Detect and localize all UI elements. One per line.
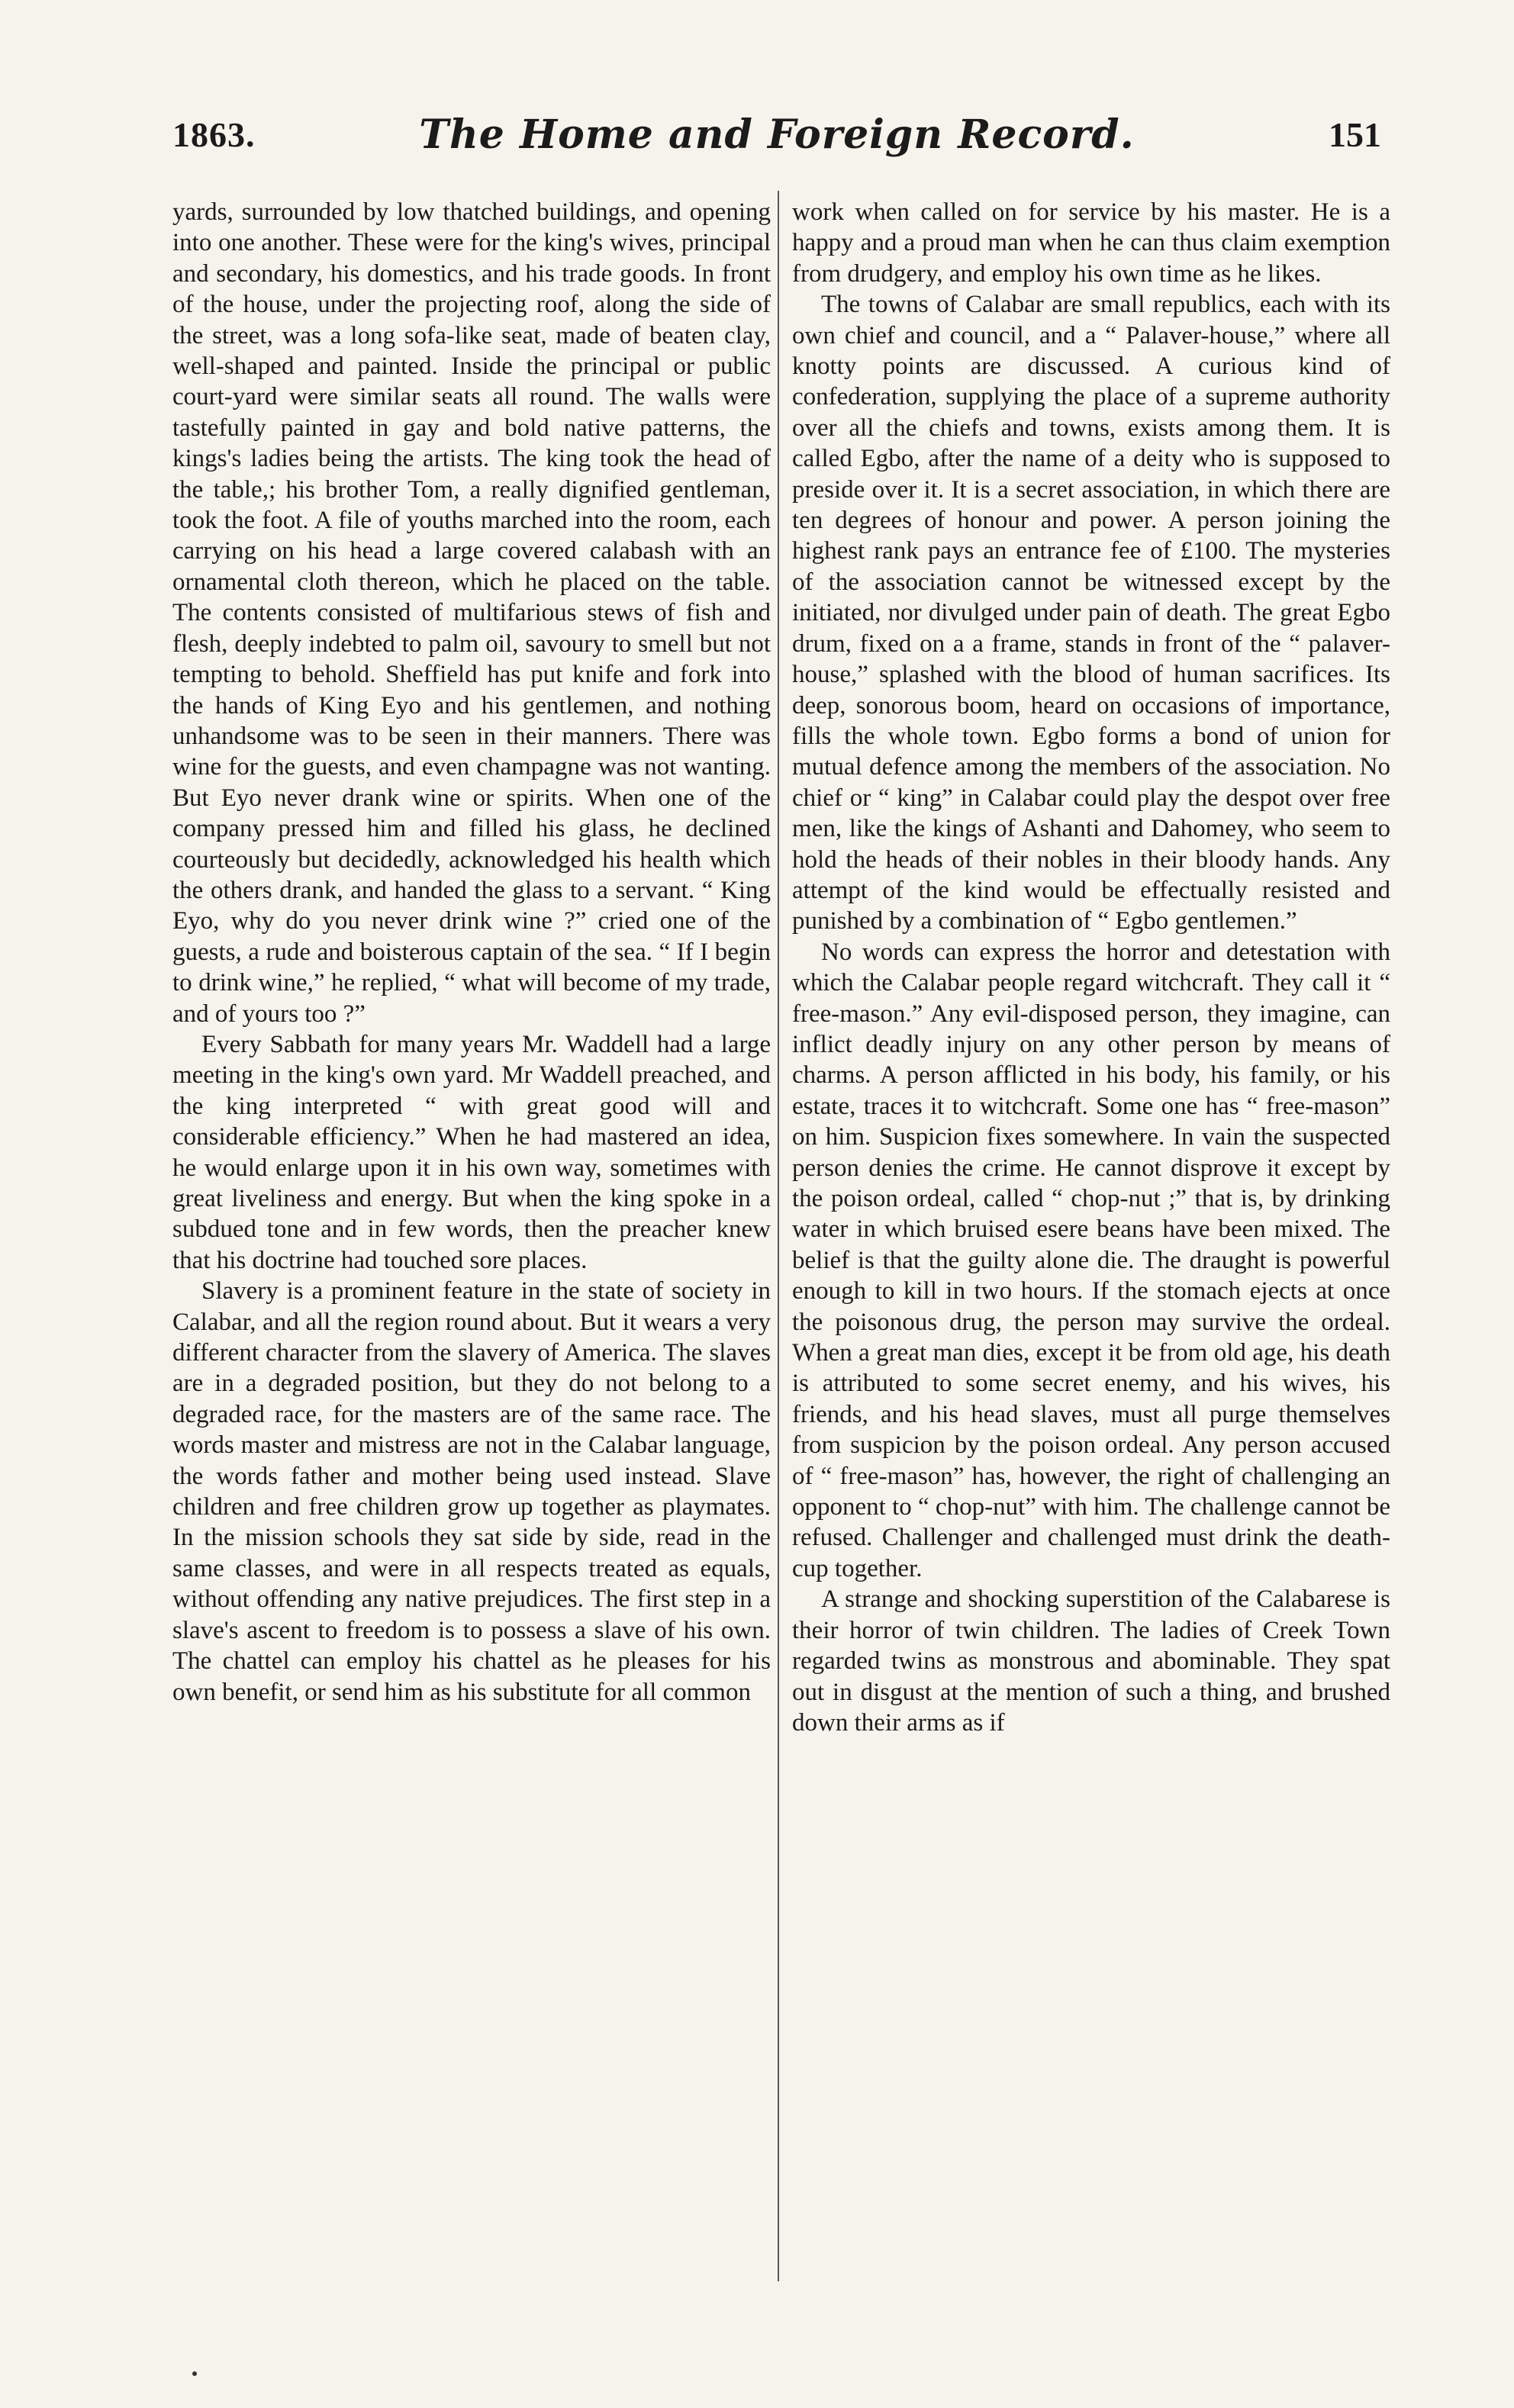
left-column [172,197,771,2333]
header-year: 1863. [172,115,256,154]
right-paragraph-2: The towns of Calabar are small republics, each with its own chief and council, and a “ Palaver-house,” where all knotty points are discussed. A curious kind of confederation, supplying the place of a supreme authority over all the chiefs and towns, exists among them. It is called Egbo, after the name of a deity who is supposed to preside over it. It is a secret association, in which there are ten degrees of honour and power. A person joining the highest rank pays an entrance fee of £100. The mysteries of the association cannot be witnessed except by the initiated, nor divulged under pain of death. The great Egbo drum, fixed on a a frame, stands in front of the “ palaver-house,” splashed with the blood of human sacrifices. Its deep, sonorous boom, heard on occasions of importance, fills the whole town. Egbo forms a bond of union for mutual defence among the members of the association. No chief or “ king” in Calabar could play the despot over free men, like the kings of Ashanti and Dahomey, who seem to hold the heads of their nobles in their bloody hands. Any attempt of the kind would be effectually resisted and punished by a combination of “ Egbo gentlemen.” [792,291,1390,935]
running-header [172,111,1381,168]
column-divider [778,191,779,2281]
right-paragraph-4: A strange and shocking superstition of the Calabarese is their horror of twin children. The ladies of Creek Town regarded twins as monstrous and abominable. They spat out in disgust at the mention of such a thing, and brushed down their arms as if [792,1585,1390,1737]
left-paragraph-1: yards, surrounded by low thatched buildings, and opening into one another. These were for the king's wives, principal and secondary, his domestics, and his trade goods. In front of the house, under the projecting roof, along the side of the street, was a long sofa-like seat, made of beaten clay, well-shaped and painted. Inside the principal or public court-yard were similar seats all round. The walls were tastefully painted in gay and bold native patterns, the kings's ladies being the artists. The king took the head of the table,; his brother Tom, a really dignified gentleman, took the foot. A file of youths marched into the room, each carrying on his head a large covered calabash with an ornamental cloth thereon, which he placed on the table. The contents consisted of multifarious stews of fish and flesh, deeply indebted to palm oil, savoury to smell but not tempting to behold. Sheffield has put knife and fork into the hands of King Eyo and his gentlemen, and nothing unhandsome was to be seen in their manners. There was wine for the guests, and even champagne was not wanting. But Eyo never drank wine or spirits. When one of the company pressed him and filled his glass, he declined courteously but decidedly, acknowledged his health which the others drank, and handed the glass to a servant. “ King Eyo, why do you never drink wine ?” cried one of the guests, a rude and boisterous captain of the sea. “ If I begin to drink wine,” he replied, “ what will become of my trade, and of yours too ?” [172,198,771,1028]
right-paragraph-3: No words can express the horror and detestation with which the Calabar people regard witchcraft. They call it “ free-mason.” Any evil-disposed person, they imagine, can inflict deadly injury on any other person by means of charms. A person afflicted in his body, his family, or his estate, traces it to witchcraft. Some one has “ free-mason” on him. Suspicion fixes somewhere. In vain the suspected person denies the crime. He cannot disprove it except by the poison ordeal, called “ chop-nut ;” that is, by drinking water in which bruised esere beans have been mixed. The belief is that the guilty alone die. The draught is powerful enough to kill in two hours. If the stomach ejects at once the poisonous drug, the person may survive the ordeal. When a great man dies, except it be from old age, his death is attributed to some secret enemy, and his wives, his friends, and his head slaves, must all purge themselves from suspicion by the poison ordeal. Any person accused of “ free-mason” has, however, the right of challenging an opponent to “ chop-nut” with him. The challenge cannot be refused. Challenger and challenged must drink the death-cup together. [792,938,1390,1582]
print-speck [192,2371,197,2376]
left-paragraph-2: Every Sabbath for many years Mr. Waddell had a large meeting in the king's own yard. Mr Waddell preached, and the king interpreted “ with great good will and considerable efficiency.” When he had mastered an idea, he would enlarge upon it in his own way, sometimes with great liveliness and energy. But when the king spoke in a subdued tone and in few words, then the preacher knew that his doctrine had touched sore places. [172,1030,771,1274]
page-number: 151 [1329,115,1381,154]
right-column [792,197,1390,2333]
header-title: The Home and Foreign Record. [419,111,1135,158]
right-paragraph-1: work when called on for service by his master. He is a happy and a proud man when he can thus claim exemption from drudgery, and employ his own time as he likes. [792,198,1390,288]
left-paragraph-3: Slavery is a prominent feature in the state of society in Calabar, and all the region round about. But it wears a very different character from the slavery of America. The slaves are in a degraded position, but they do not belong to a degraded race, for the masters are of the same race. The words master and mistress are not in the Calabar language, the words father and mother being used instead. Slave children and free children grow up together as playmates. In the mission schools they sat side by side, read in the same classes, and were in all respects treated as equals, without offending any native prejudices. The first step in a slave's ascent to freedom is to possess a slave of his own. The chattel can employ his chattel as he pleases for his own benefit, or send him as his substitute for all common [172,1277,771,1706]
